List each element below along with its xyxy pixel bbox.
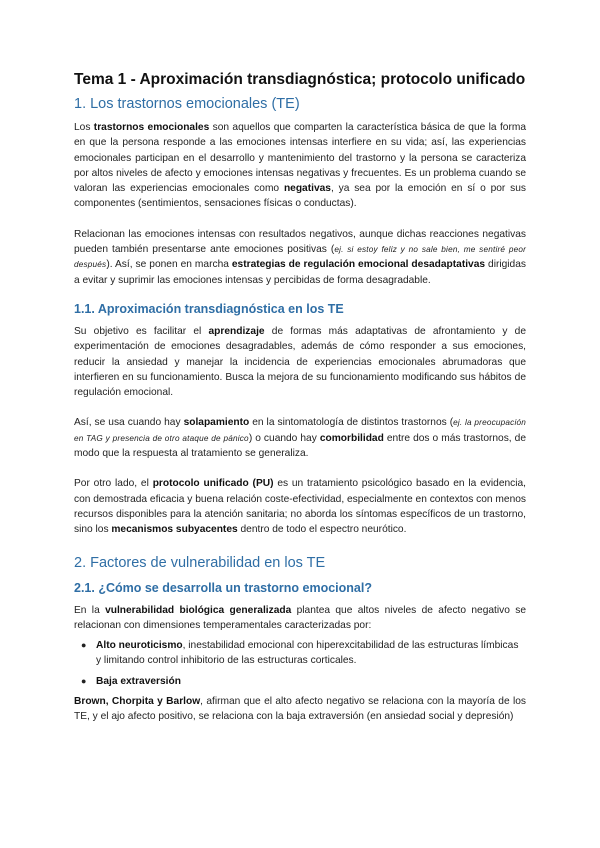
section-2-1-heading: 2.1. ¿Cómo se desarrolla un trastorno emocional? xyxy=(74,580,372,595)
bullet-icon: ● xyxy=(81,640,87,651)
section-1-1-paragraph-1: Su objetivo es facilitar el aprendizaje de formas más adaptativas de afrontamiento y de experimentación de emociones desagradables, además de cómo responder a sus emociones, reducir la ansiedad y manejar la incidencia de experiencias emocionales abrumadoras que interfieren en su funcionamiento. Busca la mejora de su funcionamiento modificando sus hábitos de regulación emocional. xyxy=(74,325,527,399)
section-2-1-paragraph-1: En la vulnerabilidad biológica generalizada plantea que altos niveles de afecto negativo se relacionan con dimensiones temperamentales caracterizadas por: xyxy=(74,604,526,631)
document-title: Tema 1 - Aproximación transdiagnóstica; protocolo unificado xyxy=(74,71,526,88)
temperament-list xyxy=(74,638,526,689)
section-1-paragraph-2: Relacionan las emociones intensas con resultados negativos, aunque dichas reacciones negativas pueden también presentarse ante emociones positivas (ej. si estoy feliz y no sale bien, me sentiré peor después). Así, se ponen en marcha estrategias de regulación emocional desadaptativas dirigidas a evitar y suprimir las emociones intensas y percibidas de forma desagradable. xyxy=(74,228,527,286)
section-1-1-heading: 1.1. Aproximación transdiagnóstica en los TE xyxy=(74,301,344,316)
section-1-1-paragraph-3: Por otro lado, el protocolo unificado (PU) es un tratamiento psicológico basado en la evidencia, con demostrada eficacia y buena relación coste-efectividad, especialmente en contextos con menos recursos disponibles para la atención sanitaria; no aborda los síntomas específicos de un trastorno, sino los mecanismos subyacentes dentro de todo el espectro neurótico. xyxy=(74,478,527,536)
section-2-heading: 2. Factores de vulnerabilidad en los TE xyxy=(74,554,326,571)
document-content xyxy=(74,70,526,725)
section-1-heading: 1. Los trastornos emocionales (TE) xyxy=(74,96,300,112)
list-item: ● Baja extraversión xyxy=(74,674,526,689)
section-1-paragraph-1: Los trastornos emocionales son aquellos que comparten la característica básica de que la forma en que la persona responde a las emociones intensas interfiere en su vida; así, las experiencias emocionales participan en el desarrollo y mantenimiento del trastorno y la persona se caracteriza por altos niveles de afecto y emociones intensas negativas y frecuentes. Es un problema cuando se valoran las experiencias emocionales como negativas, ya sea por la emoción en sí o por sus componentes (sentimientos, sensaciones físicas o conductas). xyxy=(74,122,526,210)
section-2-1-paragraph-2: Brown, Chorpita y Barlow, afirman que el alto afecto negativo se relaciona con la mayoría de los TE, y el ajo afecto positivo, se relaciona con la baja extraversión (en ansiedad social y depresión) xyxy=(74,696,527,723)
section-1-1-paragraph-2: Así, se usa cuando hay solapamiento en la sintomatología de distintos trastornos (ej. la preocupación en TAG y presencia de otro ataque de pánico) o cuando hay comorbilidad entre dos o más trastornos, de modo que la respuesta al tratamiento se generaliza. xyxy=(74,417,527,460)
bullet-icon: ● xyxy=(81,675,87,686)
list-item: ● Alto neuroticismo, inestabilidad emocional con hiperexcitabilidad de las estructuras límbicas y limitando control inhibitorio de las estructuras corticales. xyxy=(81,640,519,667)
